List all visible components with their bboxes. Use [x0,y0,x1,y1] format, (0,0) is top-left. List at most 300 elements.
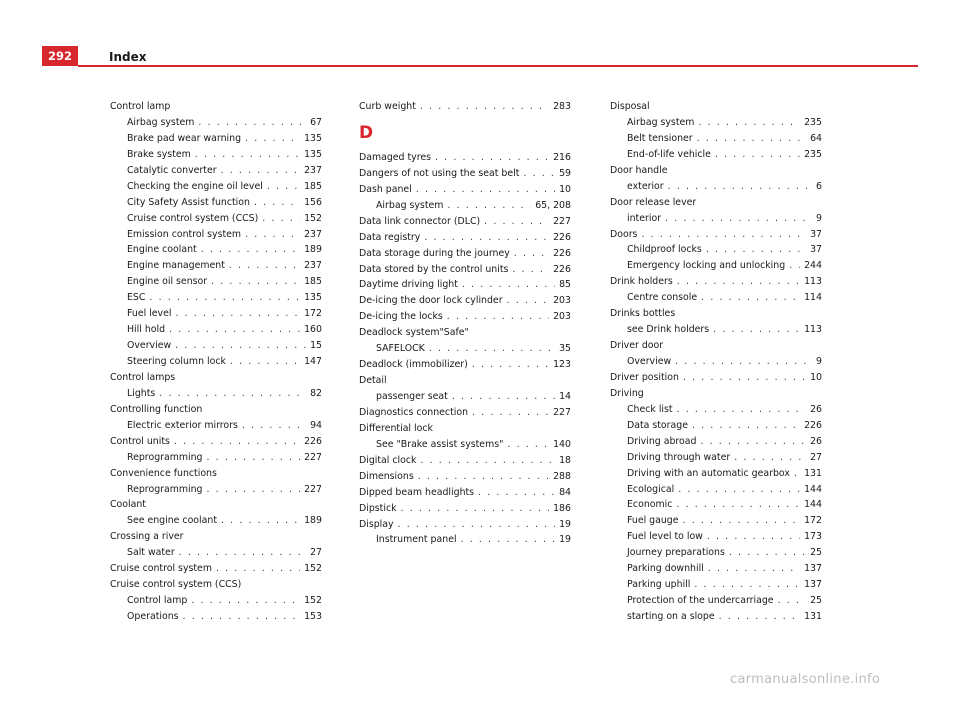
dot-leader [692,418,800,434]
entry-page-number: 25 [810,547,822,559]
index-subentry [610,482,822,498]
index-heading: Control lamp [110,101,171,112]
dot-leader [484,214,549,230]
index-entry [110,434,322,450]
entry-term: Salt water [127,547,175,559]
entry-term: Airbag system [627,116,695,128]
index-heading: Driver door [610,340,664,352]
entry-page-number: 185 [304,180,322,192]
index-subentry [610,354,822,370]
dot-leader [707,529,800,545]
index-subentry [110,274,322,290]
entry-page-number: 152 [304,212,322,224]
index-heading: Drinks bottles [610,308,676,320]
entry-page-number: 135 [304,148,322,160]
entry-page-number: 131 [804,611,822,622]
dot-leader [708,561,800,577]
dot-leader [221,513,300,529]
entry-term: Brake system [127,148,191,160]
index-subentry [610,402,822,418]
index-heading: Control lamps [110,371,176,383]
dot-leader [675,354,812,370]
entry-page-number: 67 [310,116,322,128]
entry-page-number: 135 [304,132,322,144]
index-subentry [610,115,822,131]
entry-term: Dangers of not using the seat belt [359,167,520,179]
entry-term: Daytime driving light [359,279,458,291]
entry-page-number: 203 [553,311,571,323]
dot-leader [267,179,300,195]
index-subentry [610,561,822,577]
dot-leader [697,131,806,147]
entry-page-number: 283 [553,101,571,112]
entry-page-number: 64 [810,132,822,144]
index-subentry [110,290,322,306]
dot-leader [678,482,800,498]
entry-term: Catalytic converter [127,164,217,176]
index-entry [359,453,571,469]
index-subentry [110,163,322,179]
dot-leader [677,274,800,290]
entry-term: Data storage [627,419,688,431]
entry-term: Data link connector (DLC) [359,215,481,227]
dot-leader [207,482,301,498]
entry-page-number: 10 [559,183,571,195]
index-subentry [110,482,322,498]
entry-page-number: 123 [553,359,571,371]
index-subentry [610,242,822,258]
entry-term: Fuel gauge [627,515,679,527]
dot-leader [676,497,800,513]
index-subentry [110,322,322,338]
index-subentry [610,131,822,147]
entry-page-number: 137 [804,563,822,575]
dot-leader [665,211,812,227]
entry-term: Instrument panel [376,534,457,546]
entry-page-number: 59 [559,167,571,179]
entry-term: See "Brake assist systems" [376,438,504,450]
index-entry [359,309,571,325]
index-subentry [110,513,322,529]
entry-page-number: 216 [553,151,571,163]
index-heading: Crossing a river [110,531,184,543]
entry-page-number: 19 [559,518,571,530]
index-entry [610,370,822,386]
entry-page-number: 37 [810,244,822,256]
dot-leader [683,513,801,529]
entry-page-number: 226 [553,247,571,259]
dot-leader [191,593,300,609]
index-subentry [110,354,322,370]
index-subentry [610,513,822,529]
entry-term: Belt tensioner [627,132,693,144]
index-subentry [110,195,322,211]
entry-page-number: 144 [804,483,822,495]
dot-leader [195,147,300,163]
index-subentry [610,179,822,195]
entry-term: passenger seat [376,391,448,402]
dot-leader [175,338,306,354]
index-subentry [610,434,822,450]
entry-page-number: 147 [304,356,322,367]
entry-page-number: 227 [553,406,571,418]
entry-term: ESC [127,292,146,304]
entry-term: Lights [127,387,156,399]
index-subentry [610,466,822,482]
entry-page-number: 237 [304,228,322,240]
entry-page-number: 156 [304,196,322,208]
index-subentry [610,450,822,466]
index-entry [610,227,822,243]
entry-page-number: 237 [304,164,322,176]
entry-term: Deadlock (immobilizer) [359,359,468,371]
dot-leader [706,242,806,258]
index-column-1 [110,99,322,625]
entry-term: Emergency locking and unlocking [627,260,786,272]
page-number-badge: 292 [42,46,78,66]
entry-term: Overview [127,340,172,352]
entry-page-number: 227 [553,215,571,227]
dot-leader [507,293,550,309]
index-heading: Controlling function [110,403,203,415]
entry-page-number: 27 [810,451,822,463]
entry-page-number: 244 [804,260,822,272]
index-subentry [110,386,322,402]
dot-leader [472,357,549,373]
dot-leader [514,246,549,262]
entry-term: starting on a slope [627,611,715,622]
index-subentry [359,341,571,357]
dot-leader [429,341,555,357]
entry-term: Parking uphill [627,579,691,591]
index-subentry [110,179,322,195]
index-entry [359,166,571,182]
index-heading: Door release lever [610,196,697,208]
index-entry [359,214,571,230]
index-subentry [359,437,571,453]
entry-term: Driver position [610,371,679,383]
entry-term: Fuel level to low [627,531,703,543]
entry-page-number: 226 [804,419,822,431]
entry-term: De-icing the door lock cylinder [359,295,503,307]
entry-page-number: 186 [553,502,571,514]
entry-term: Diagnostics connection [359,406,469,418]
entry-term: Childproof locks [627,244,702,256]
dot-leader [159,386,306,402]
entry-term: Hill hold [127,324,166,336]
entry-term: Damaged tyres [359,151,432,163]
dot-leader [641,227,806,243]
index-heading: Detail [359,375,387,387]
entry-term: De-icing the locks [359,311,443,323]
entry-term: Digital clock [359,454,417,466]
entry-term: Dipped beam headlights [359,486,475,498]
index-entry [610,274,822,290]
index-subentry [110,227,322,243]
entry-page-number: 113 [804,324,822,336]
index-heading: Convenience functions [110,467,217,479]
index-subentry [610,258,822,274]
index-subentry [110,131,322,147]
entry-page-number: 94 [310,419,322,431]
dot-leader [221,163,301,179]
entry-page-number: 226 [553,231,571,243]
dot-leader [700,434,806,450]
index-subentry [610,529,822,545]
index-subentry [110,258,322,274]
index-subentry [610,545,822,561]
index-subentry [110,306,322,322]
dot-leader [245,131,300,147]
entry-term: Doors [610,228,638,240]
entry-page-number: 152 [304,563,322,575]
index-entry [359,150,571,166]
entry-page-number: 27 [310,547,322,559]
entry-term: Cruise control system [110,563,212,575]
index-subentry [610,497,822,513]
index-subentry [110,338,322,354]
index-column-2 [359,99,571,548]
dot-leader [462,277,555,293]
index-subentry [110,545,322,561]
entry-term: Electric exterior mirrors [127,419,238,431]
entry-page-number: 18 [559,454,571,466]
entry-term: Check list [627,403,673,415]
index-subentry [110,609,322,625]
entry-term: Dimensions [359,470,414,482]
dot-leader [512,262,549,278]
index-subentry [110,147,322,163]
dot-leader [175,306,300,322]
dot-leader [149,290,300,306]
dot-leader [420,99,549,115]
section-letter: D [359,122,374,143]
index-entry [359,262,571,278]
index-subentry [610,418,822,434]
dot-leader [452,389,555,405]
index-entry [359,182,571,198]
index-entry [359,357,571,373]
entry-term: see Drink holders [627,324,710,336]
dot-leader [207,450,301,466]
index-subentry [610,211,822,227]
index-entry [359,501,571,517]
header-rule [78,65,918,67]
entry-term: Fuel level [127,308,172,320]
entry-term: exterior [627,180,664,192]
entry-page-number: 9 [816,212,822,224]
index-subentry [110,115,322,131]
entry-term: Ecological [627,483,675,495]
entry-page-number: 85 [559,279,571,291]
entry-term: SAFELOCK [376,343,425,355]
dot-leader [789,258,800,274]
dot-leader [242,418,306,434]
entry-term: End-of-life vehicle [627,148,711,160]
entry-page-number: 160 [304,324,322,336]
entry-page-number: 131 [804,467,822,479]
entry-term: Reprogramming [127,483,203,495]
entry-term: Economic [627,499,673,511]
entry-page-number: 35 [559,343,571,355]
entry-page-number: 189 [304,515,322,527]
entry-page-number: 140 [553,438,571,450]
dot-leader [698,115,800,131]
dot-leader [183,609,301,625]
running-head-title: Index [109,50,147,64]
entry-term: Engine management [127,260,225,272]
dot-leader [201,242,300,258]
dot-leader [715,147,800,163]
entry-page-number: 185 [304,276,322,288]
entry-page-number: 235 [804,148,822,160]
entry-page-number: 19 [559,534,571,546]
index-entry [359,405,571,421]
entry-term: Drink holders [610,276,673,288]
entry-page-number: 114 [804,292,822,304]
index-subentry [610,609,822,625]
entry-term: Dipstick [359,502,397,514]
entry-page-number: 15 [310,340,322,352]
entry-page-number: 113 [804,276,822,288]
dot-leader [472,405,549,421]
index-heading: Door handle [610,164,668,176]
index-heading: Differential lock [359,422,433,434]
index-entry [359,469,571,485]
entry-term: Data registry [359,231,421,243]
dot-leader [734,450,806,466]
entry-term: Parking downhill [627,563,704,575]
dot-leader [174,434,300,450]
entry-term: Cruise control system (CCS) [127,212,259,224]
dot-leader [418,469,549,485]
entry-term: Driving through water [627,451,731,463]
dot-leader [794,466,800,482]
entry-page-number: 227 [304,483,322,495]
dot-leader [719,609,800,625]
entry-page-number: 237 [304,260,322,272]
entry-term: See engine coolant [127,515,218,527]
entry-term: Journey preparations [627,547,725,559]
entry-term: Control lamp [127,595,188,607]
dot-leader [216,561,300,577]
dot-leader [420,453,555,469]
entry-page-number: 6 [816,180,822,192]
entry-term: Reprogramming [127,451,203,463]
dot-leader [677,402,806,418]
index-subentry [110,242,322,258]
dot-leader [447,309,549,325]
entry-page-number: 227 [304,451,322,463]
entry-page-number: 235 [804,116,822,128]
index-column-3 [610,99,822,625]
entry-term: Brake pad wear warning [127,132,242,144]
entry-page-number: 135 [304,292,322,304]
index-entry [359,230,571,246]
dot-leader [401,501,550,517]
entry-page-number: 203 [553,295,571,307]
entry-page-number: 10 [810,371,822,383]
dot-leader [523,166,555,182]
entry-page-number: 144 [804,499,822,511]
dot-leader [694,577,800,593]
index-heading: Deadlock system"Safe" [359,327,469,339]
entry-term: Data stored by the control units [359,263,509,275]
index-subentry [110,450,322,466]
entry-term: Engine oil sensor [127,276,208,288]
dot-leader [668,179,812,195]
dot-leader [230,354,300,370]
entry-page-number: 65, 208 [535,199,571,211]
dot-leader [435,150,549,166]
dot-leader [507,437,549,453]
index-subentry [610,593,822,609]
entry-page-number: 25 [810,595,822,607]
dot-leader [169,322,300,338]
dot-leader [778,593,807,609]
entry-term: Steering column lock [127,356,226,367]
entry-page-number: 173 [804,531,822,543]
dot-leader [683,370,806,386]
dot-leader [416,182,555,198]
entry-term: Control units [110,435,170,447]
entry-page-number: 37 [810,228,822,240]
entry-term: Engine coolant [127,244,197,256]
dot-leader [701,290,800,306]
index-subentry [610,147,822,163]
entry-term: Centre console [627,292,698,304]
entry-term: Emission control system [127,228,242,240]
entry-page-number: 152 [304,595,322,607]
dot-leader [398,517,556,533]
dot-leader [245,227,300,243]
entry-page-number: 26 [810,403,822,415]
index-subentry [110,418,322,434]
dot-leader [424,230,549,246]
entry-term: Curb weight [359,101,416,112]
entry-page-number: 82 [310,387,322,399]
index-entry [359,246,571,262]
entry-page-number: 84 [559,486,571,498]
index-subentry [359,198,571,214]
index-entry [359,277,571,293]
index-subentry [610,322,822,338]
entry-page-number: 14 [559,391,571,402]
entry-page-number: 226 [553,263,571,275]
index-subentry [359,389,571,405]
entry-page-number: 189 [304,244,322,256]
entry-page-number: 226 [304,435,322,447]
index-subentry [110,211,322,227]
dot-leader [461,532,555,548]
entry-term: Display [359,518,394,530]
entry-page-number: 26 [810,435,822,447]
entry-term: Driving abroad [627,435,697,447]
index-subentry [110,593,322,609]
dot-leader [729,545,806,561]
index-heading: Coolant [110,499,146,511]
entry-term: Data storage during the journey [359,247,510,259]
entry-page-number: 288 [553,470,571,482]
entry-term: Overview [627,356,672,367]
entry-term: City Safety Assist function [127,196,250,208]
entry-page-number: 153 [304,611,322,622]
entry-page-number: 172 [804,515,822,527]
index-subentry [610,577,822,593]
dot-leader [198,115,306,131]
index-entry [359,517,571,533]
index-entry [359,99,571,115]
